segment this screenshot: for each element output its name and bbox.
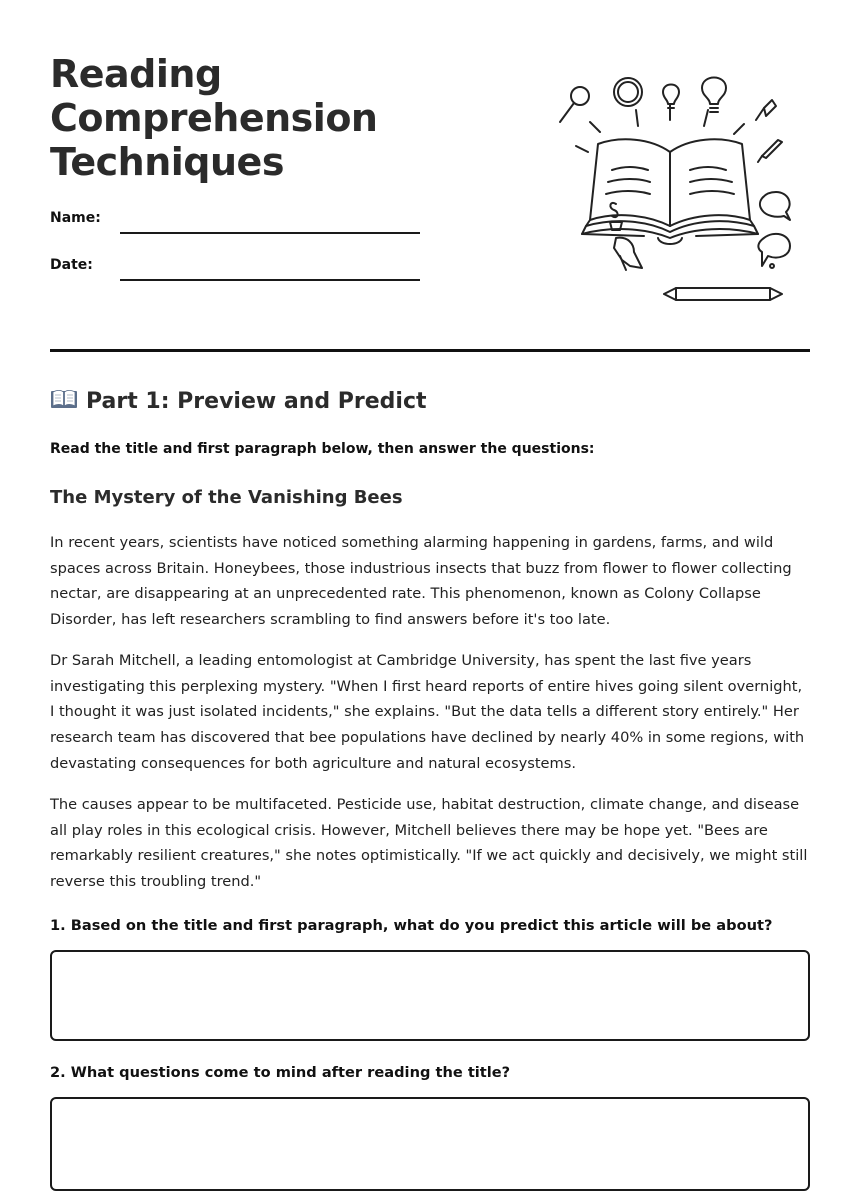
pencil-icon [758, 140, 782, 162]
title-line: Comprehension [50, 96, 378, 140]
name-field[interactable] [50, 210, 420, 240]
magnifying-glass-icon [560, 87, 589, 122]
section-divider [50, 349, 810, 352]
date-label: Date: [50, 257, 93, 273]
answer-box-2[interactable] [50, 1097, 810, 1191]
answer-box-1[interactable] [50, 950, 810, 1041]
name-input-line[interactable] [120, 232, 420, 234]
title-line: Reading [50, 52, 222, 96]
instruction-text: Read the title and first paragraph below, then answer the questions: [50, 441, 595, 457]
lightbulb-icon [663, 85, 679, 109]
article-paragraph: In recent years, scientists have noticed something alarming happening in gardens, farms, and wild spaces across Britain. Honeybees, those industrious insects that buzz from flower to flower collecting nectar, are disappearing at an unprecedented rate. This phenomenon, known as Colony Collapse Disorder, has left researchers scrambling to find answers before it's too late. [50, 534, 792, 629]
title-line: Techniques [50, 140, 284, 184]
open-book-icon [50, 388, 78, 410]
name-label: Name: [50, 210, 101, 226]
speech-bubble-icon [758, 234, 790, 268]
bell-icon [614, 238, 642, 270]
date-field[interactable] [50, 257, 420, 287]
lightbulb-icon [702, 78, 726, 113]
question-2: 2. What questions come to mind after reading the title? [50, 1064, 511, 1081]
part1-heading [50, 388, 427, 414]
pencil-icon [664, 288, 782, 300]
question-1: 1. Based on the title and first paragraph, what do you predict this article will be about? [50, 917, 773, 934]
circle-icon [614, 78, 642, 106]
open-book-icon [582, 139, 758, 244]
book-ideas-illustration [550, 70, 800, 310]
date-input-line[interactable] [120, 279, 420, 281]
part1-heading-text: Part 1: Preview and Predict [86, 389, 427, 414]
pen-icon [756, 100, 776, 120]
article-paragraph: The causes appear to be multifaceted. Pesticide use, habitat destruction, climate change, and disease all play roles in this ecological crisis. However, Mitchell believes there may be hope yet. "Bees are remarkably resilient creatures," she notes optimistically. "If we act quickly and decisively, we might still reverse this troubling trend." [50, 796, 808, 891]
speech-bubble-icon [760, 192, 790, 220]
article-title: The Mystery of the Vanishing Bees [50, 487, 403, 508]
page-title [50, 52, 470, 184]
article-paragraph: Dr Sarah Mitchell, a leading entomologist at Cambridge University, has spent the last five years investigating this perplexing mystery. "When I first heard reports of entire hives going silent overnight, I thought it was just isolated incidents," she explains. "But the data tells a different story entirely." Her research team has discovered that bee populations have declined by nearly 40% in some regions, with devastating consequences for both agriculture and natural ecosystems. [50, 652, 805, 772]
